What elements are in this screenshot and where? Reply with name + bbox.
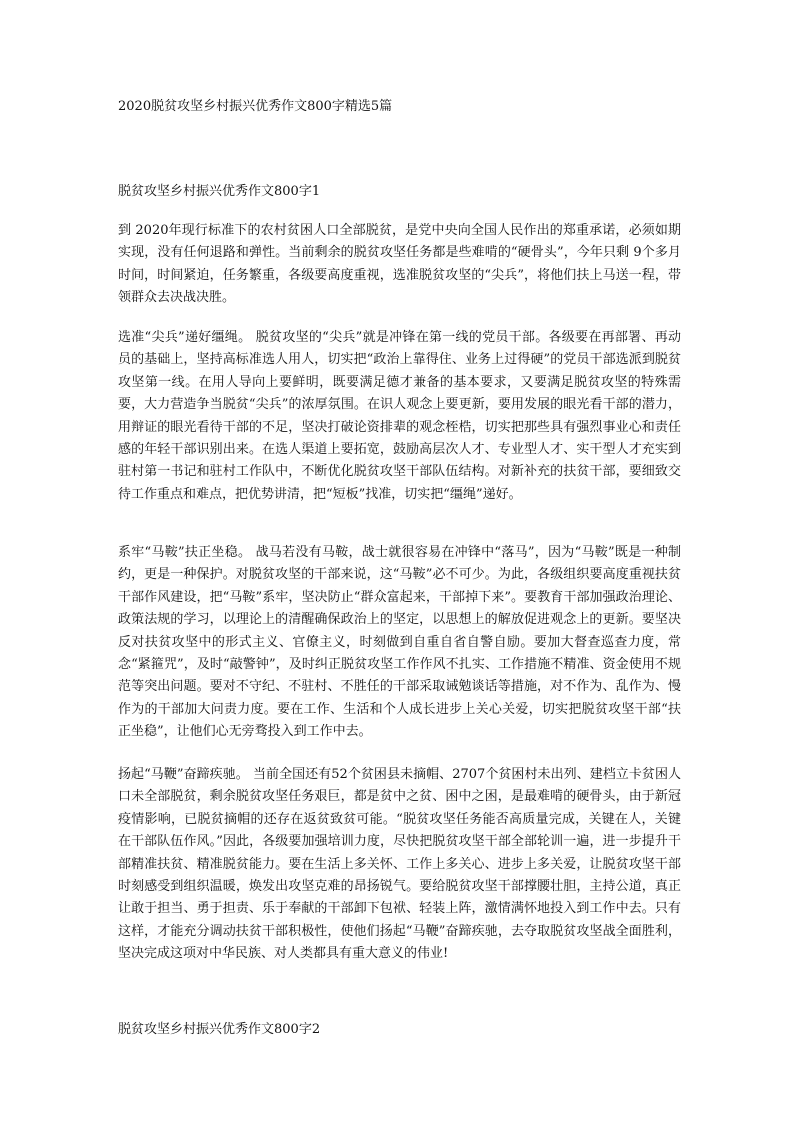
paragraph-1: 到 2020年现行标准下的农村贫困人口全部脱贫，是党中央向全国人民作出的郑重承诺，必须如期实现，没有任何退路和弹性。当前剩余的脱贫攻坚任务都是些难啃的“硬骨头”，今年只剩 9个多月时间，时间紧迫，任务繁重，各级要高度重视，选准脱贫攻坚的“尖兵”，将他们扶上马送一程，带领群众去决战决胜。 [118, 223, 681, 306]
paragraph-2: 选准“尖兵”递好缰绳。 脱贫攻坚的“尖兵”就是冲锋在第一线的党员干部。各级要在再部署、再动员的基础上，坚持高标准选人用人，切实把“政治上靠得住、业务上过得硬”的党员干部选派到脱贫攻坚第一线。在用人导向上要鲜明，既要满足德才兼备的基本要求，又要满足脱贫攻坚的特殊需要，大力营造争当脱贫“尖兵”的浓厚氛围。在识人观念上要更新，要用发展的眼光看干部的潜力，用辩证的眼光看待干部的不足，坚决打破论资排辈的观念桎梏，切实把那些具有强烈事业心和责任感的年轻干部识别出来。在选人渠道上要拓宽，鼓励高层次人才、专业型人才、实干型人才充实到驻村第一书记和驻村工作队中，不断优化脱贫攻坚干部队伍结构。对新补充的扶贫干部，要细致交待工作重点和难点，把优势讲清，把“短板”找准，切实把“缰绳”递好。 [118, 330, 681, 502]
paragraph-3: 系牢“马鞍”扶正坐稳。 战马若没有马鞍，战士就很容易在冲锋中“落马”，因为“马鞍”既是一种制约，更是一种保护。对脱贫攻坚的干部来说，这“马鞍”必不可少。为此，各级组织要高度重视扶贫干部作风建设，把“马鞍”系牢，坚决防止“群众富起来，干部掉下来”。要教育干部加强政治理论、政策法规的学习，以理论上的清醒确保政治上的坚定，以思想上的解放促进观念上的更新。要坚决反对扶贫攻坚中的形式主义、官僚主义，时刻做到自重自省自警自励。要加大督查巡查力度，常念“紧箍咒”，及时“敲警钟”，及时纠正脱贫攻坚工作作风不扎实、工作措施不精准、资金使用不规范等突出问题。要对不守纪、不驻村、不胜任的干部采取诫勉谈话等措施，对不作为、乱作为、慢作为的干部加大问责力度。要在工作、生活和个人成长进步上关心关爱，切实把脱贫攻坚干部“扶正坐稳”，让他们心无旁骛投入到工作中去。 [118, 545, 681, 740]
section-heading-2: 脱贫攻坚乡村振兴优秀作文800字2 [118, 1022, 321, 1037]
section-heading-1: 脱贫攻坚乡村振兴优秀作文800字1 [118, 184, 321, 199]
paragraph-4: 扬起“马鞭”奋蹄疾驰。 当前全国还有52个贫困县未摘帽、2707个贫困村未出列、建档立卡贫困人口未全部脱贫，剩余脱贫攻坚任务艰巨，都是贫中之贫、困中之困，是最难啃的硬骨头，由于新冠疫情影响，已脱贫摘帽的还存在返贫致贫可能。“脱贫攻坚任务能否高质量完成，关键在人，关键在干部队伍作风。”因此，各级要加强培训力度，尽快把脱贫攻坚干部全部轮训一遍，进一步提升干部精准扶贫、精准脱贫能力。要在生活上多关怀、工作上多关心、进步上多关爱，让脱贫攻坚干部时刻感受到组织温暖，焕发出攻坚克难的昂扬锐气。要给脱贫攻坚干部撑腰壮胆，主持公道，真正让敢于担当、勇于担责、乐于奉献的干部卸下包袱、轻装上阵，激情满怀地投入到工作中去。只有这样，才能充分调动扶贫干部积极性，使他们扬起“马鞭”奋蹄疾驰，去夺取脱贫攻坚战全面胜利，坚决完成这项对中华民族、对人类都具有重大意义的伟业! [118, 767, 681, 962]
document-title: 2020脱贫攻坚乡村振兴优秀作文800字精选5篇 [118, 99, 393, 114]
